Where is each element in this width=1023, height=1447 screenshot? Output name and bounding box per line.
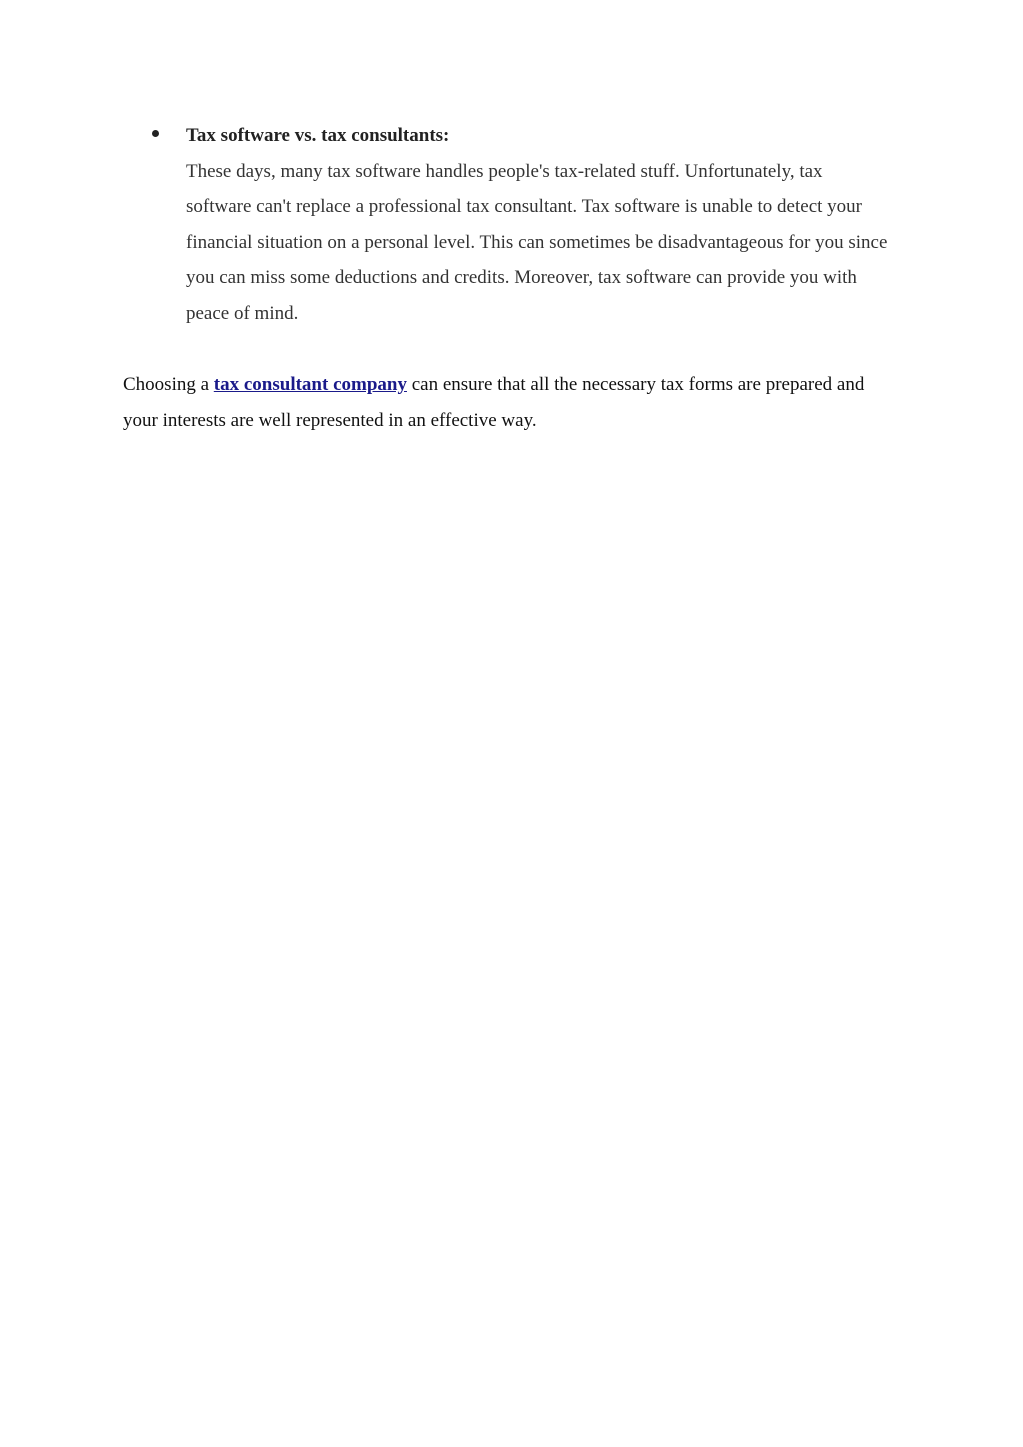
bullet-list	[152, 118, 912, 331]
list-item	[152, 118, 912, 331]
closing-text-after-link: can ensure that all the necessary tax forms are prepared and your interests are well represented in an effective way.	[123, 374, 865, 431]
bullet-body-text: These days, many tax software handles people's tax-related stuff. Unfortunately, tax software can't replace a professional tax consultant. Tax software is unable to detect your financial situation on a personal level. This can sometimes be disadvantageous for you since you can miss some deductions and credits. Moreover, tax software can provide you with peace of mind.	[186, 160, 888, 324]
bullet-heading: Tax software vs. tax consultants:	[186, 125, 450, 146]
closing-text-before-link: Choosing a	[123, 374, 214, 395]
closing-paragraph	[123, 367, 903, 439]
tax-consultant-company-link[interactable]: tax consultant company	[213, 374, 407, 395]
bullet-icon	[152, 130, 159, 137]
